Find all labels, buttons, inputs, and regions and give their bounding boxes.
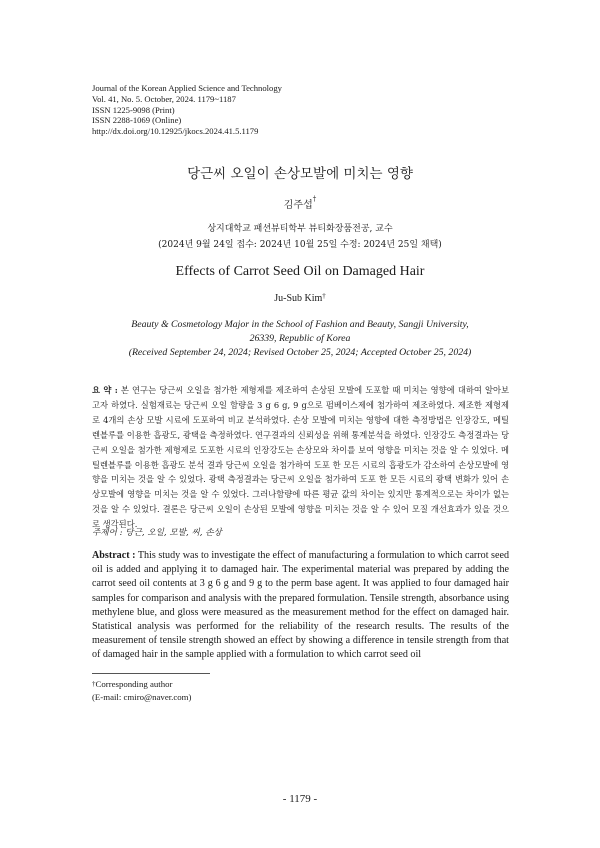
english-affiliation-line2: 26339, Republic of Korea xyxy=(249,332,351,344)
korean-keywords: 주제어 : 당근, 오일, 모발, 씨, 손상 xyxy=(92,528,222,538)
footnote xyxy=(92,678,191,704)
korean-dates: (2024년 9월 24일 접수: 2024년 10월 25일 수정: 2024년 25일 채택) xyxy=(158,240,442,250)
english-abstract-label: Abstract : xyxy=(92,550,136,561)
korean-abstract-text: 본 연구는 당근씨 오일을 첨가한 제형제를 제조하여 손상된 모발에 도포할 때 미치는 영향에 대하여 알아보고자 하였다. 실험재료는 당근씨 오일 함량을 3 g 6 g, 9 g으로 펌베이스제에 첨가하여 제조하였다. 제조한 제형제로 4개의 손상 모발 시료에 도포하여 비교 분석하였다. 손상 모발에 미치는 영향에 대한 측정방법은 인장강도, 메틸렌블루를 이용한 흡광도, 광택을 측정하였다. 연구결과의 신뢰성을 위해 통계분석을 하였다. 인장강도 측정결과는 당근씨 오일을 첨가한 제형제로 도포한 시료의 인장강도는 손상모와 차이를 보여 영향을 미치는 것을 알 수 있었다. 메틸렌블루를 이용한 흡광도 분석 결과 당근씨 오일을 첨가하여 도포 한 모든 시료의 흡광도가 감소하여 손상모발에 영향을 미치는 것을 알 수 있었다. 광택 측정결과는 당근씨 오일을 첨가하여 도포 한 모든 시료의 광택 변화가 있어 손상모발에 영향을 미치는 것을 알 수 있었다. 그러나함량에 따른 평균 값의 차이는 있지만 통계적으로는 차이가 없는 것을 알 수 있었다. 결론은 당근씨 오일이 손상된 모발에 영향을 미치는 것을 알 수 있어 모질 개선효과가 있을 것으로 생각된다. xyxy=(92,385,510,530)
doi-link[interactable]: http://dx.doi.org/10.12925/jkocs.2024.41.5.1179 xyxy=(92,126,259,137)
journal-name: Journal of the Korean Applied Science and Technology xyxy=(92,83,282,93)
english-abstract-text: This study was to investigate the effect of manufacturing a formulation to which carrot seed oil is added and applying it to damaged hair. The experimental material was prepared by adding the carrot seed oil contents at 3 g 6 g and 9 g to the perm base agent. It was applied to four damaged hair samples for comparison and analysis with the prepared formulation. Tensile strength, absorbance using methylene blue, and gloss were measured as the measurement method for the effect on damaged hair. Statistical analysis was performed for the reliability of the research results. The results of the measurement of tensile strength showed an effect by showing a difference in tensile strength from that of damaged hair in the sample applied with a formulation to which carrot seed oil xyxy=(92,550,509,661)
english-affiliation-block xyxy=(0,318,600,359)
issn-print: ISSN 1225-9098 (Print) xyxy=(92,104,175,115)
corresponding-mark: † xyxy=(312,195,317,203)
korean-author-name: 김주섭 xyxy=(283,200,313,211)
korean-abstract xyxy=(92,383,509,532)
english-title: Effects of Carrot Seed Oil on Damaged Hair xyxy=(175,264,425,279)
korean-abstract-label: 요 약 : xyxy=(92,385,118,395)
english-dates: (Received September 24, 2024; Revised October 25, 2024; Accepted October 25, 2024) xyxy=(128,346,472,358)
footnote-divider xyxy=(92,673,210,674)
page-number: - 1179 - xyxy=(282,793,318,805)
korean-affiliation: 상지대학교 패션뷰티학부 뷰티화장품전공, 교수 xyxy=(207,224,393,234)
english-affiliation-line1: Beauty & Cosmetology Major in the School of Fashion and Beauty, Sangji University, xyxy=(131,319,469,330)
corresponding-mark-en: † xyxy=(322,292,326,300)
english-author-name: Ju-Sub Kim xyxy=(274,293,323,304)
footnote-email: (E-mail: cmiro@naver.com) xyxy=(92,692,192,702)
footnote-mark: † xyxy=(92,680,96,688)
journal-volume: Vol. 41, No. 5. October, 2024. 1179~1187 xyxy=(92,93,236,104)
english-abstract xyxy=(92,549,509,663)
korean-affiliation-block xyxy=(0,221,600,253)
footnote-label: Corresponding author xyxy=(95,679,173,689)
journal-header xyxy=(92,83,282,137)
korean-author xyxy=(0,196,600,211)
korean-title: 당근씨 오일이 손상모발에 미치는 영향 xyxy=(187,166,413,182)
english-author xyxy=(0,293,600,304)
issn-online: ISSN 2288-1069 (Online) xyxy=(92,115,182,126)
